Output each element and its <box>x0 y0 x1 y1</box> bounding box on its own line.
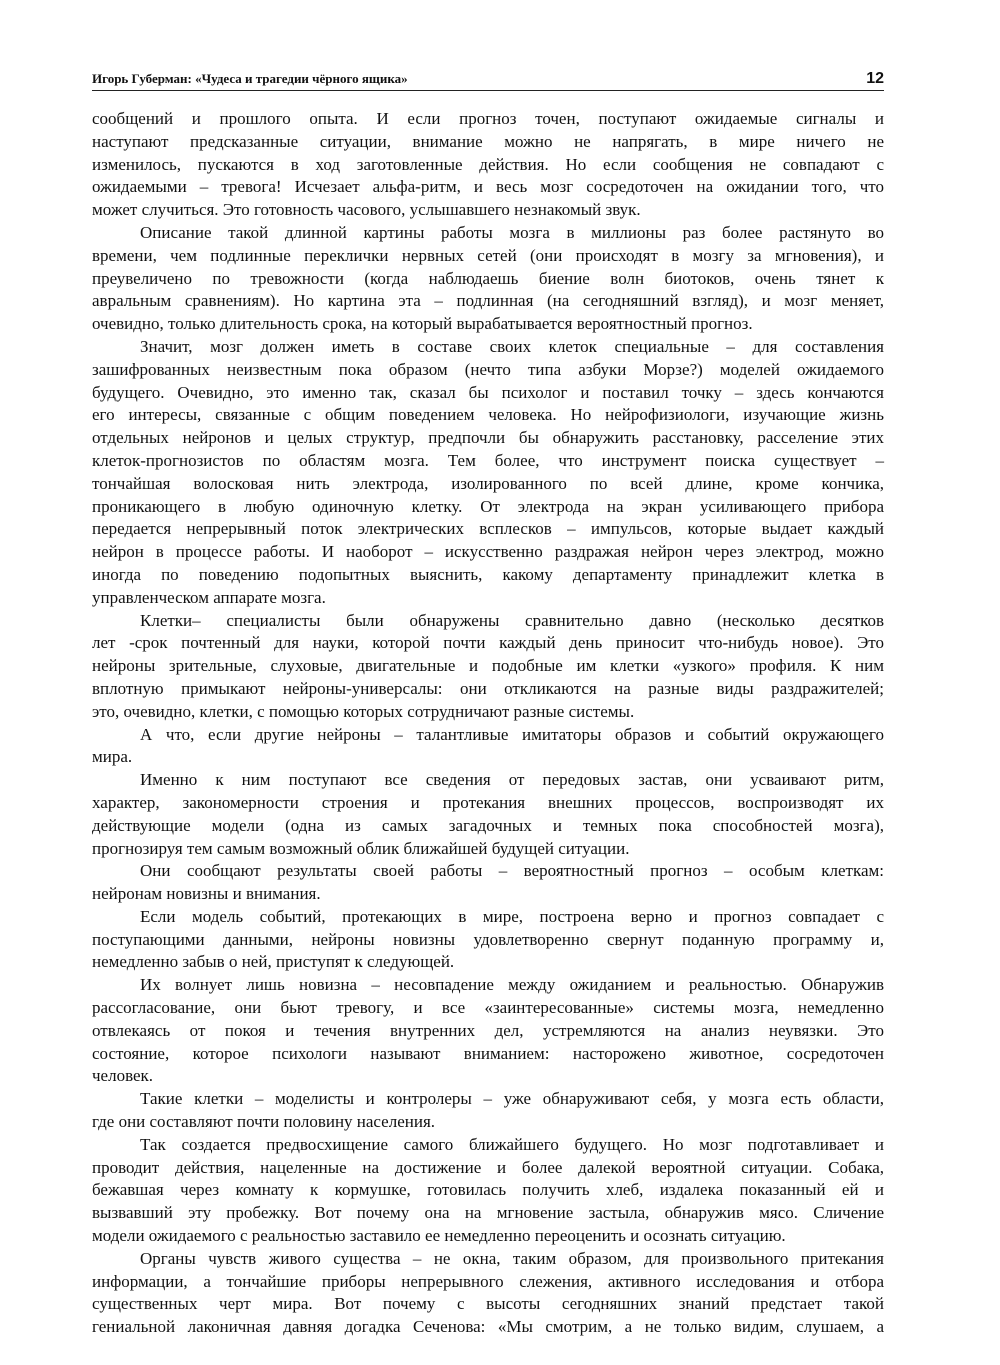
text-line-content: наступают предсказанные ситуации, внимание можно не напрягать, в мире ничего не <box>92 131 884 151</box>
text-line <box>92 1179 884 1202</box>
text-line <box>92 154 884 177</box>
text-line <box>92 701 884 724</box>
text-line-content: Именно к ним поступают все сведения от передовых застав, они усваивают ритм, <box>140 770 884 790</box>
text-line <box>92 427 884 450</box>
text-line-content: Они сообщают результаты своей работы – вероятностный прогноз – особым клеткам: <box>140 861 884 881</box>
text-line-content: времени, чем подлинные переклички нервных сетей (они происходят в мозгу за мгновения), и <box>92 245 884 265</box>
text-line-content: клеток-прогнозистов по областям мозга. Тем более, что инструмент поиска существует – <box>92 450 884 470</box>
text-line <box>92 382 884 405</box>
text-line <box>92 860 884 883</box>
text-line-content: Клетки– специалисты были обнаружены сравнительно давно (несколько десятков <box>140 610 884 630</box>
text-line-content: это, очевидно, клетки, с помощью которых сотрудничают разные системы. <box>92 701 635 721</box>
text-line <box>92 883 884 906</box>
text-line-content: состояние, которое психологи называют вниманием: насторожено животное, сосредоточен <box>92 1043 884 1063</box>
text-line-content: гениальной лаконичная давняя догадка Сеченова: «Мы смотрим, а не только видим, слушаем, а <box>92 1317 884 1337</box>
text-line <box>92 1065 884 1088</box>
text-line-content: А что, если другие нейроны – талантливые имитаторы образов и событий окружающего <box>140 724 884 744</box>
text-line <box>92 724 884 747</box>
text-line-content: ожидаемыми – тревога! Исчезает альфа-ритм, и весь мозг сосредоточен на ожидании того, что <box>92 177 884 197</box>
text-line <box>92 268 884 291</box>
text-line <box>92 564 884 587</box>
text-line <box>92 450 884 473</box>
text-line-content: Описание такой длинной картины работы мозга в миллионы раз более растянуто во <box>140 222 884 242</box>
page-number: 12 <box>866 70 884 87</box>
text-line-content: информации, а тончайшие приборы непрерывного слежения, активного исследования и отбора <box>92 1271 884 1291</box>
text-line <box>92 1134 884 1157</box>
text-line-content: поступающими данными, нейроны новизны удовлетворенно свернут поданную программу и, <box>92 929 884 949</box>
text-line <box>92 245 884 268</box>
text-line <box>92 1248 884 1271</box>
text-line-content: отдельных нейронов и целых структур, предпочли бы обнаружить расстановку, расселение этих <box>92 428 884 448</box>
text-line <box>92 655 884 678</box>
text-line-content: преувеличено по тревожности (когда наблюдаешь биение волн биотоков, очень тянет к <box>92 268 884 288</box>
text-line <box>92 404 884 427</box>
text-line <box>92 473 884 496</box>
text-line <box>92 222 884 245</box>
paragraph <box>92 1088 884 1134</box>
text-line-content: иногда по поведению подопытных выяснить, какому департаменту принадлежит клетка в <box>92 564 884 584</box>
text-line-content: изменилось, пускаются в ход заготовленные действия. Но если сообщения не совпадают с <box>92 154 884 174</box>
paragraph <box>92 222 884 336</box>
text-line-content: проникающего в любую одиночную клетку. От электрода на экран усиливающего прибора <box>92 496 884 516</box>
text-line <box>92 974 884 997</box>
text-line-content: Их волнует лишь новизна – несовпадение между ожиданием и реальностью. Обнаружив <box>140 975 884 995</box>
text-line <box>92 496 884 519</box>
text-line-content: Органы чувств живого существа – не окна, таким образом, для произвольного притекания <box>140 1248 884 1268</box>
text-line <box>92 108 884 131</box>
paragraph <box>92 906 884 974</box>
text-line <box>92 176 884 199</box>
text-line-content: вплотную примыкают нейроны-универсалы: они откликаются на разные виды раздражителей; <box>92 678 884 698</box>
text-line-content: мира. <box>92 747 133 767</box>
text-line <box>92 359 884 382</box>
text-line <box>92 1202 884 1225</box>
text-line-content: лет -срок почтенный для науки, которой почти каждый день приносит что-нибудь новое). Это <box>92 633 884 653</box>
text-line-content: передается непрерывный поток электрических всплесков – импульсов, которые выдает каждый <box>92 519 884 539</box>
text-line <box>92 1111 884 1134</box>
text-line <box>92 1020 884 1043</box>
text-line <box>92 1293 884 1316</box>
text-line <box>92 290 884 313</box>
text-line-content: человек. <box>92 1066 154 1086</box>
text-line-content: управленческом аппарате мозга. <box>92 587 326 607</box>
text-line-content: Если модель событий, протекающих в мире, построена верно и прогноз совпадает с <box>140 906 884 926</box>
text-line <box>92 951 884 974</box>
text-line-content: нейронам новизны и внимания. <box>92 884 321 904</box>
text-line <box>92 997 884 1020</box>
text-line <box>92 336 884 359</box>
text-line-content: авральным сравнениям). Но картина эта – подлинная (на сегодняшний взгляд), и мозг меняет, <box>92 291 884 311</box>
text-line-content: рассогласование, они бьют тревогу, и все «заинтересованные» системы мозга, немедленно <box>92 998 884 1018</box>
text-line <box>92 1157 884 1180</box>
page-body <box>92 108 884 1339</box>
text-line-content: действующие модели (одна из самых загадочных и темных пока способностей мозга), <box>92 815 884 835</box>
text-line <box>92 610 884 633</box>
text-line <box>92 313 884 336</box>
header-title: Игорь Губерман: «Чудеса и трагедии чёрного ящика» <box>92 71 408 86</box>
text-line <box>92 769 884 792</box>
text-line-content: бежавшая через комнату к кормушке, готовилась получить хлеб, издалека показанный ей и <box>92 1180 884 1200</box>
text-line <box>92 792 884 815</box>
text-line <box>92 746 884 769</box>
text-line-content: очевидно, только длительность срока, на который вырабатывается вероятностный прогноз. <box>92 314 753 334</box>
text-line-content: Такие клетки – моделисты и контролеры – уже обнаруживают себя, у мозга есть области, <box>140 1089 884 1109</box>
paragraph <box>92 974 884 1088</box>
text-line <box>92 541 884 564</box>
text-line <box>92 1088 884 1111</box>
text-line <box>92 199 884 222</box>
text-line <box>92 131 884 154</box>
text-line-content: где они составляют почти половину населения. <box>92 1112 436 1132</box>
paragraph <box>92 610 884 724</box>
text-line-content: отвлекаясь от покоя и течения внутренних дел, устремляются на анализ неувязки. Это <box>92 1020 884 1040</box>
text-line-content: Так создается предвосхищение самого ближайшего будущего. Но мозг подготавливает и <box>140 1134 884 1154</box>
text-line-content: сообщений и прошлого опыта. И если прогноз точен, поступают ожидаемые сигналы и <box>92 109 884 128</box>
paragraph <box>92 108 884 222</box>
text-line <box>92 632 884 655</box>
text-line <box>92 906 884 929</box>
text-line-content: проводит действия, нацеленные на достижение и более далекой вероятной ситуации. Собака, <box>92 1157 884 1177</box>
text-line-content: тончайшая волосковая нить электрода, изолированного по всей длине, кроме кончика, <box>92 473 884 493</box>
text-line <box>92 1225 884 1248</box>
paragraph <box>92 1248 884 1339</box>
text-line-content: будущего. Очевидно, это именно так, сказал бы психолог и поставил точку – здесь кончаются <box>92 382 884 402</box>
text-line-content: нейрон в процессе работы. И наоборот – искусственно раздражая нейрон через электрод, можно <box>92 542 884 562</box>
text-line <box>92 1271 884 1294</box>
text-line <box>92 587 884 610</box>
text-line <box>92 838 884 861</box>
paragraph <box>92 860 884 906</box>
paragraph <box>92 1134 884 1248</box>
text-line-content: может случиться. Это готовность часового, услышавшего незнакомый звук. <box>92 200 641 220</box>
paragraph <box>92 336 884 610</box>
text-line-content: нейроны зрительные, слуховые, двигательные и подобные им клетки «узкого» профиля. К ним <box>92 656 884 676</box>
text-line-content: зашифрованных неизвестным пока образом (нечто типа азбуки Морзе?) моделей ожидаемого <box>92 359 884 379</box>
text-line <box>92 518 884 541</box>
text-line-content: существенных черт мира. Вот почему с высоты сегодняшних знаний предстает такой <box>92 1294 884 1314</box>
text-line <box>92 1316 884 1339</box>
text-line-content: его интересы, связанные с общим поведением человека. Но нейрофизиологи, изучающие жизнь <box>92 405 884 425</box>
text-line-content: прогнозируя тем самым возможный облик ближайшей будущей ситуации. <box>92 838 630 858</box>
text-line-content: характер, закономерности строения и протекания внешних процессов, воспроизводят их <box>92 792 884 812</box>
paragraph <box>92 769 884 860</box>
text-line-content: вызвавший эту пробежку. Вот почему она на мгновение застыла, обнаружив мясо. Сличение <box>92 1203 884 1223</box>
text-line <box>92 929 884 952</box>
paragraph <box>92 724 884 770</box>
text-line <box>92 1043 884 1066</box>
running-header <box>92 68 884 91</box>
text-line <box>92 678 884 701</box>
text-line-content: Значит, мозг должен иметь в составе своих клеток специальные – для составления <box>140 336 884 356</box>
text-line-content: немедленно забыв о ней, приступят к следующей. <box>92 952 455 972</box>
text-line <box>92 815 884 838</box>
text-line-content: модели ожидаемого с реальностью заставило ее немедленно переоценить и осознать ситуацию. <box>92 1226 786 1246</box>
